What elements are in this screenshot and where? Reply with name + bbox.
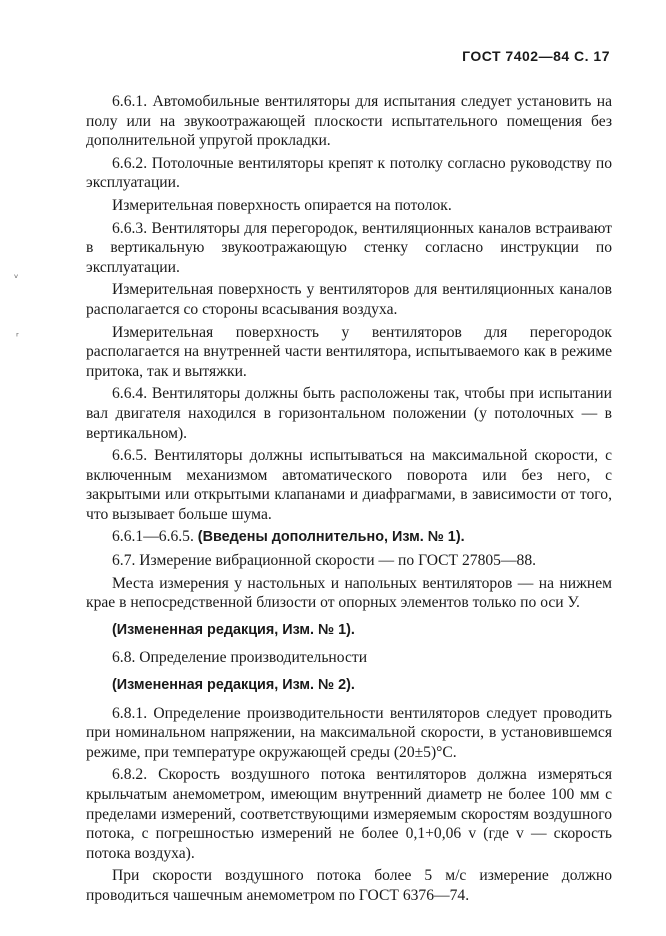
page-header: ГОСТ 7402—84 С. 17 <box>462 48 610 64</box>
amendment-note-2: (Измененная редакция, Изм. № 1). <box>112 621 355 638</box>
paragraph-ceiling-surface: Измерительная поверхность опирается на потолок. <box>112 196 452 214</box>
paragraph-6-8-2: 6.8.2. Скорость воздушного потока вентиляторов должна измеряться крыльчатым анемометром, имеющим внутренний диаметр не более 100 мм с пределами измерений, соответствующими измеряемым скоростям воздушного потока, с погрешностью измерений не более 0,1+0,06 v (где v — скорость потока воздуха). <box>86 766 612 862</box>
paragraph-6-6-5: 6.6.5. Вентиляторы должны испытываться на максимальной скорости, с включенным механизмом автоматического поворота или без него, с закрытыми или открытыми клапанами и диафрагмами, в зависимости от того, что вызывает больше шума. <box>86 447 612 523</box>
paragraph-6-6-2: 6.6.2. Потолочные вентиляторы крепят к потолку согласно руководству по эксплуатации. <box>86 154 612 192</box>
scan-mark: ʳ <box>16 330 19 343</box>
document-body <box>86 92 612 906</box>
paragraph-6-8: 6.8. Определение производительности <box>112 649 368 667</box>
paragraph-6-6-4: 6.6.4. Вентиляторы должны быть расположены так, чтобы при испытании вал двигателя находился в горизонтальном положении (у потолочных — в вертикальном). <box>86 385 612 442</box>
amendment-range: 6.6.1—6.6.5. <box>112 528 194 546</box>
amendment-text: (Введены дополнительно, Изм. № 1). <box>197 529 465 546</box>
paragraph-6-6-3: 6.6.3. Вентиляторы для перегородок, вентиляционных каналов встраивают в вертикальную звукоотражающую стенку согласно инструкции по эксплуатации. <box>86 219 612 276</box>
amendment-note-1 <box>86 527 612 548</box>
paragraph-6-8-1: 6.8.1. Определение производительности вентиляторов следует проводить при номинальном напряжении, на максимальной скорости, в установившемся режиме, при температуре окружающей среды (20±5)°С. <box>86 704 612 761</box>
paragraph-6-7: 6.7. Измерение вибрационной скорости — по ГОСТ 27805—88. <box>112 552 537 570</box>
paragraph-duct-surface: Измерительная поверхность у вентиляторов для вентиляционных каналов располагается со стороны всасывания воздуха. <box>86 281 612 318</box>
paragraph-cup-anemometer: При скорости воздушного потока более 5 м/с измерение должно проводиться чашечным анемометром по ГОСТ 6376—74. <box>86 867 612 904</box>
scan-mark: ᵥ <box>14 268 19 281</box>
paragraph-partition-surface: Измерительная поверхность у вентиляторов для перегородок располагается на внутренней части вентилятора, испытываемого как в режиме притока, так и вытяжки. <box>86 323 612 380</box>
paragraph-6-6-1: 6.6.1. Автомобильные вентиляторы для испытания следует установить на полу или на звукоотражающей плоскости испытательного помещения без дополнительной упругой прокладки. <box>86 93 612 150</box>
amendment-note-3: (Измененная редакция, Изм. № 2). <box>112 677 355 694</box>
paragraph-measurement-places: Места измерения у настольных и напольных вентиляторов — на нижнем крае в непосредственной близости от опорных элементов только по оси У. <box>86 574 612 612</box>
